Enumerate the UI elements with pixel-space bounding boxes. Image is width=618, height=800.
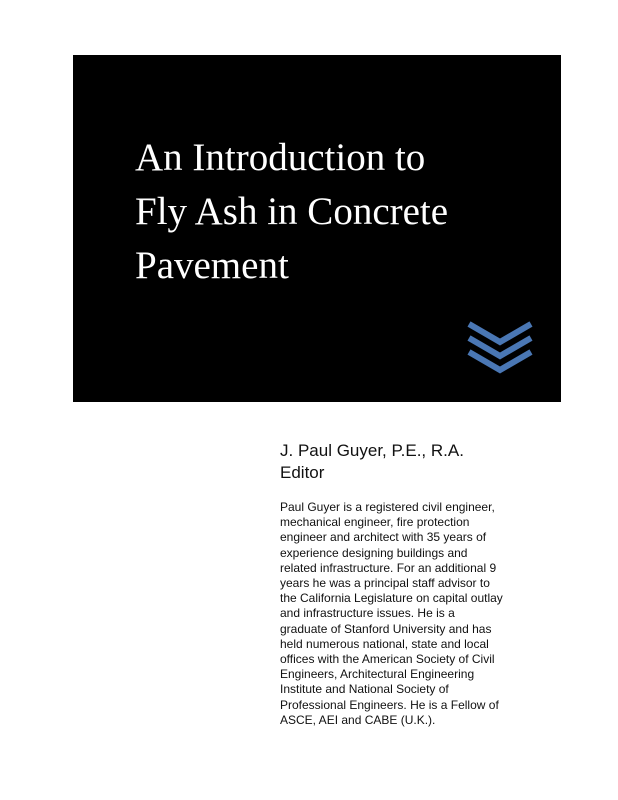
bio-line: offices with the American Society of Civil (280, 652, 495, 667)
bio-line: held numerous national, state and local (280, 636, 489, 651)
cover-panel (73, 55, 561, 402)
book-title (135, 131, 555, 293)
bio-line: experience designing buildings and (280, 545, 468, 560)
bio-line: Institute and National Society of (280, 682, 449, 697)
bio-line: Professional Engineers. He is a Fellow of (280, 697, 499, 712)
bio-line: engineer and architect with 35 years of (280, 530, 487, 545)
bio-line: related infrastructure. For an additional 9 (280, 560, 497, 575)
author-block (280, 440, 580, 484)
author-role: Editor (280, 463, 325, 482)
title-line-1: An Introduction to (135, 136, 426, 179)
title-line-3: Pavement (135, 244, 289, 287)
author-name: J. Paul Guyer, P.E., R.A. (280, 441, 464, 460)
bio-line: the California Legislature on capital outlay (280, 591, 503, 606)
author-bio (280, 500, 512, 728)
triple-chevron-down-icon (467, 320, 533, 374)
bio-line: years he was a principal staff advisor to (280, 576, 490, 591)
bio-line: ASCE, AEI and CABE (U.K.). (280, 712, 436, 727)
bio-line: Engineers, Architectural Engineering (280, 667, 475, 682)
title-line-2: Fly Ash in Concrete (135, 190, 449, 233)
bio-line: mechanical engineer, fire protection (280, 515, 470, 530)
bio-line: Paul Guyer is a registered civil engineer, (280, 500, 495, 514)
bio-line: and infrastructure issues. He is a (280, 606, 455, 621)
bio-line: graduate of Stanford University and has (280, 621, 492, 636)
